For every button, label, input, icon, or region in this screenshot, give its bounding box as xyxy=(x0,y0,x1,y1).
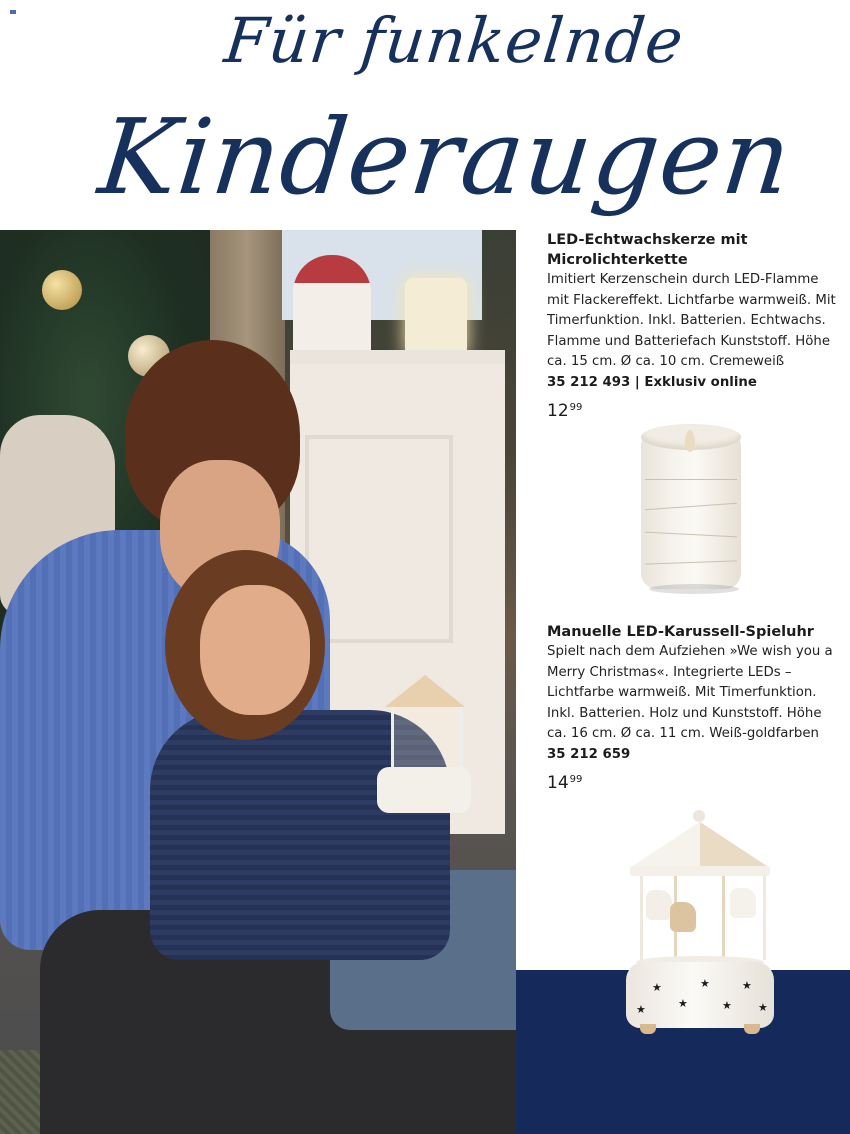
price-main: 12 xyxy=(547,400,569,421)
product-description: Spielt nach dem Aufziehen »We wish you a Merry Christmas«. Integrierte LEDs – Lichtfarbe warmweiß. Mit Timerfunktion. Inkl. Batterien. Holz und Kunststoff. Höhe ca. 16 cm. Ø ca. 11 cm. Weiß-goldfarben xyxy=(547,644,833,742)
product-title: LED-Echtwachskerze mit Microlichterkette xyxy=(547,232,748,268)
ornament-gold xyxy=(42,270,82,310)
headline-line1: Für funkelnde xyxy=(221,4,688,77)
product-price xyxy=(547,773,837,793)
product-music-box xyxy=(547,622,837,793)
shelf xyxy=(290,350,505,364)
music-box-product-image: ★ ★ ★ ★ ★ ★ ★ xyxy=(622,810,777,1038)
product-led-candle xyxy=(547,230,837,421)
product-sku: 35 212 659 xyxy=(547,746,631,762)
carousel-decoration xyxy=(293,255,371,355)
music-box-in-hands xyxy=(375,675,473,813)
price-cents: 99 xyxy=(569,401,583,413)
product-sku: 35 212 493 | Exklusiv online xyxy=(547,374,757,390)
price-main: 14 xyxy=(547,772,569,793)
girl-face xyxy=(200,585,310,715)
product-price xyxy=(547,401,837,421)
headline xyxy=(0,0,850,240)
headline-line2: Kinderaugen xyxy=(93,96,798,218)
candle-decoration xyxy=(405,278,467,356)
product-description: Imitiert Kerzenschein durch LED-Flamme mit Flackereffekt. Lichtfarbe warmweiß. Mit Timerfunktion. Inkl. Batterien. Echtwachs. Flamme und Batteriefach Kunststoff. Höhe ca. 15 cm. Ø ca. 10 cm. Cremeweiß xyxy=(547,272,836,370)
candle-product-image xyxy=(641,424,741,589)
lifestyle-photo xyxy=(0,230,516,1134)
product-title: Manuelle LED-Karussell-Spieluhr xyxy=(547,624,814,640)
price-cents: 99 xyxy=(569,773,583,785)
